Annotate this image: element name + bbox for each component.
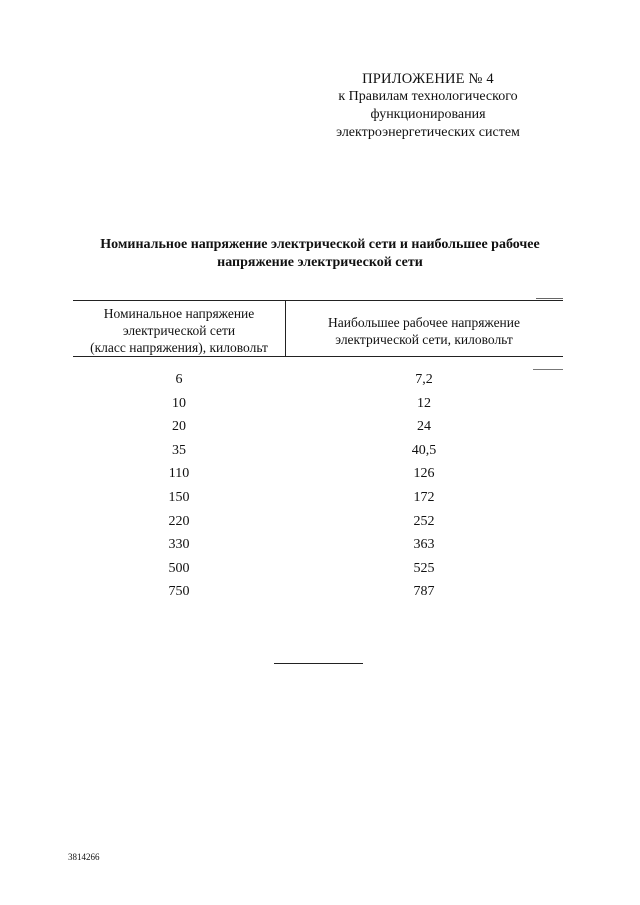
table-row [73,514,563,538]
nominal-voltage-cell: 6 [175,372,183,387]
column-header-line: Номинальное напряжение [103,306,255,321]
appendix-title: ПРИЛОЖЕНИЕ № 4 [362,71,494,87]
column-header-line: (класс напряжения), киловольт [90,340,268,355]
max-voltage-cell: 787 [413,584,435,600]
max-voltage-cell: 12 [417,395,431,411]
nominal-voltage-cell: 150 [168,489,190,505]
table-row [73,372,563,396]
max-voltage-cell: 363 [413,537,435,553]
nominal-voltage-cell: 110 [168,466,190,482]
appendix-line: функционирования [370,107,486,122]
table-top-rule-tail [536,298,563,299]
table-top-rule [73,300,563,301]
document-title [60,236,580,272]
document-title-line: напряжение электрической сети [217,255,423,270]
column-header-max [285,314,563,348]
max-voltage-cell: 252 [413,513,435,529]
table-body [73,372,563,608]
header-bottom-rule [73,356,563,357]
appendix-line: электроэнергетических систем [336,125,520,140]
end-of-document-rule [274,663,363,664]
nominal-voltage-cell: 20 [172,419,186,435]
table-row [73,419,563,443]
nominal-voltage-cell: 220 [168,513,190,529]
column-header-nominal [73,305,285,356]
table-row [73,584,563,608]
max-voltage-cell: 525 [413,560,435,576]
max-voltage-cell: 40,5 [411,442,437,458]
nominal-voltage-cell: 500 [168,560,190,576]
table-row [73,466,563,490]
header-bottom-rule-tail [533,369,563,370]
appendix-line: к Правилам технологического [338,89,518,104]
table-row [73,396,563,420]
max-voltage-cell: 7,2 [415,372,433,387]
document-title-line: Номинальное напряжение электрической сети и наибольшее рабочее [100,237,540,252]
max-voltage-cell: 126 [413,466,435,482]
column-header-line: Наибольшее рабочее напряжение [327,315,521,330]
table-row [73,561,563,585]
column-header-line: электрической сети, киловольт [335,332,513,347]
max-voltage-cell: 24 [417,419,431,435]
column-header-line: электрической сети [122,323,236,338]
table-row [73,443,563,467]
nominal-voltage-cell: 330 [168,537,190,553]
document-code: 3814266 [68,852,100,862]
appendix-block [298,70,558,142]
nominal-voltage-cell: 10 [172,395,186,411]
table-row [73,537,563,561]
nominal-voltage-cell: 35 [172,442,186,458]
table-row [73,490,563,514]
max-voltage-cell: 172 [413,489,435,505]
nominal-voltage-cell: 750 [168,584,190,600]
